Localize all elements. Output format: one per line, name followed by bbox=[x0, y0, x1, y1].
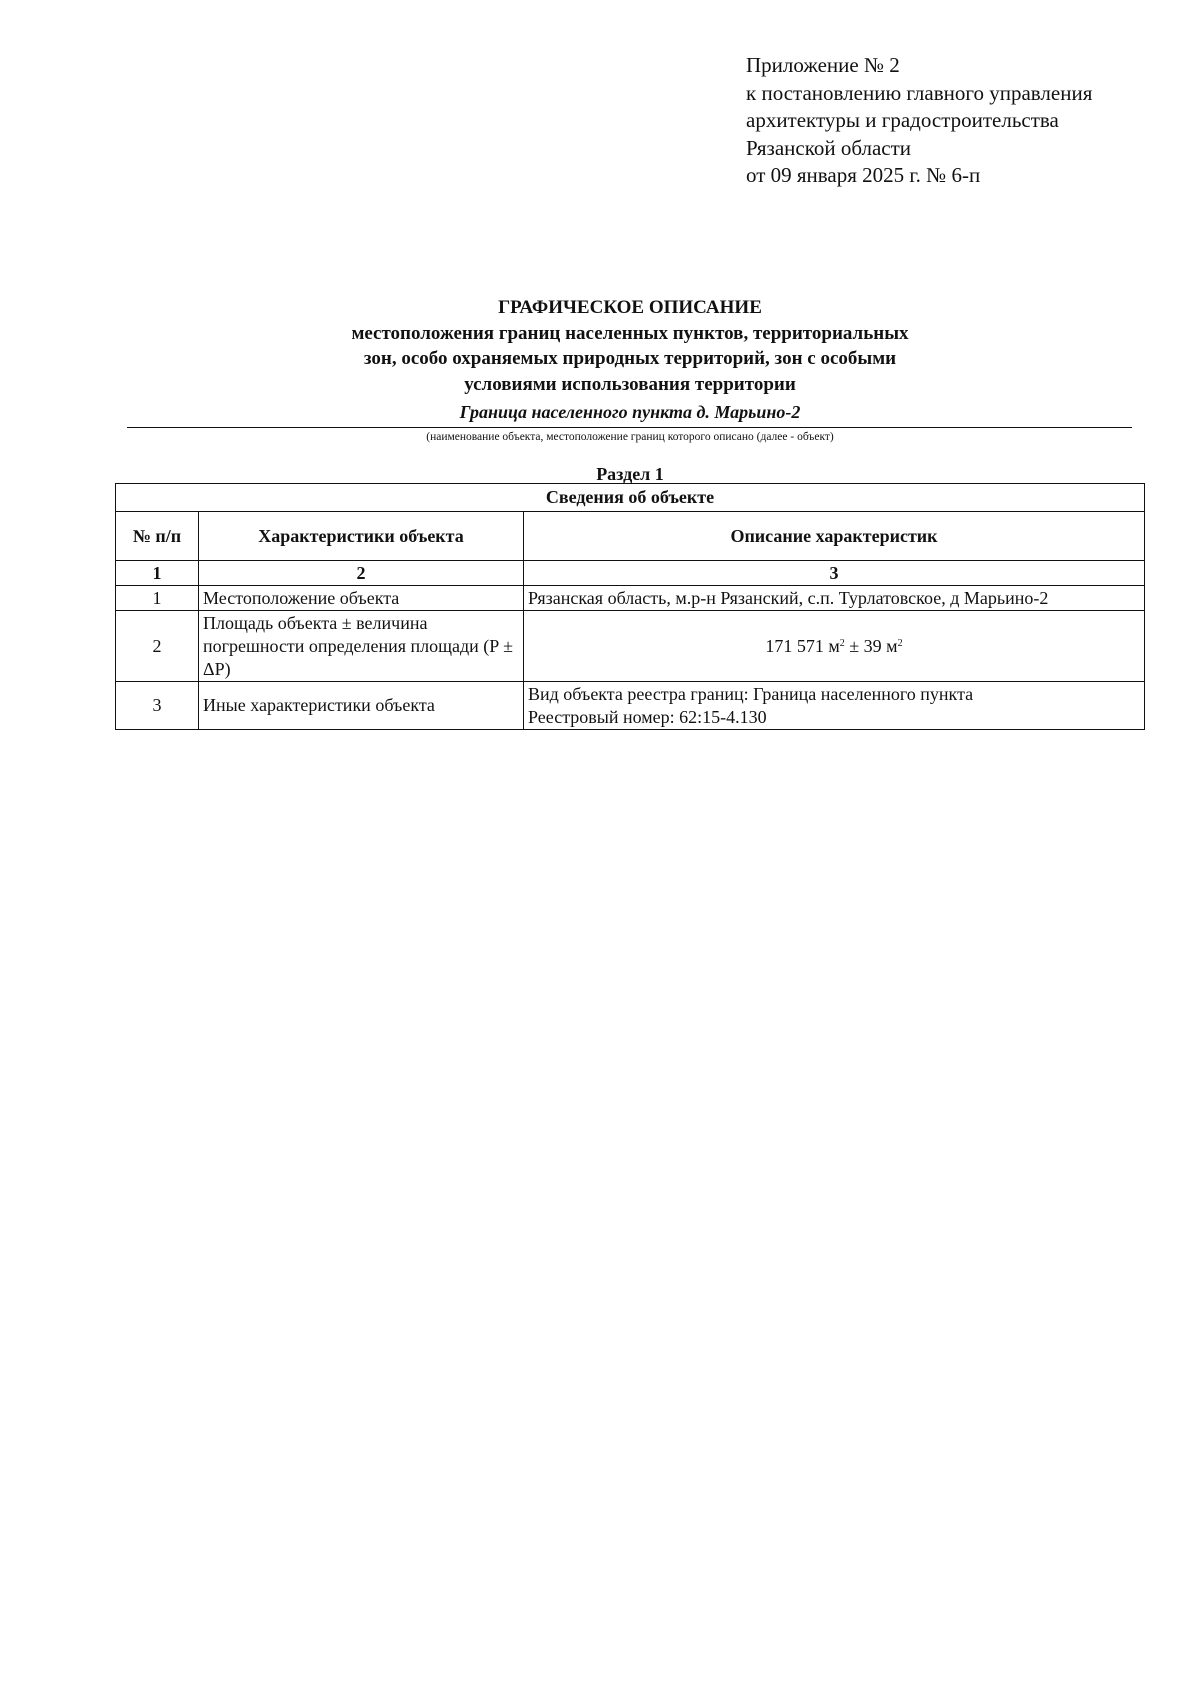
description-line: Вид объекта реестра границ: Граница населенного пункта bbox=[528, 683, 974, 704]
area-unit-sup: 2 bbox=[897, 637, 903, 649]
row-number: 2 bbox=[116, 611, 199, 682]
row-characteristic: Местоположение объекта bbox=[199, 586, 524, 611]
row-characteristic: Иные характеристики объекта bbox=[199, 682, 524, 730]
row-number: 3 bbox=[116, 682, 199, 730]
appendix-line: от 09 января 2025 г. № 6-п bbox=[746, 163, 981, 187]
subject-note: (наименование объекта, местоположение границ которого описано (далее - объект) bbox=[426, 431, 834, 443]
title-line: условиями использования территории bbox=[464, 373, 796, 395]
appendix-line: к постановлению главного управления bbox=[746, 80, 1093, 105]
appendix-line: Приложение № 2 bbox=[746, 53, 900, 77]
column-header-description: Описание характеристик bbox=[524, 512, 1145, 561]
object-info-table bbox=[115, 483, 1145, 730]
subject-underline bbox=[127, 427, 1132, 428]
appendix-header bbox=[746, 52, 1092, 190]
column-header-characteristic: Характеристики объекта bbox=[199, 512, 524, 561]
document-title bbox=[130, 295, 1130, 397]
row-description bbox=[524, 611, 1145, 682]
area-unit-sup: 2 bbox=[839, 637, 845, 649]
row-characteristic: Площадь объекта ± величина погрешности определения площади (P ± ΔP) bbox=[199, 611, 524, 682]
section-title: Раздел 1 bbox=[596, 464, 664, 484]
title-line: местоположения границ населенных пунктов, территориальных bbox=[351, 322, 909, 344]
table-row bbox=[116, 682, 1145, 730]
column-number: 1 bbox=[116, 561, 199, 586]
area-value: 171 571 м bbox=[765, 635, 840, 656]
row-description bbox=[524, 682, 1145, 730]
row-description bbox=[524, 586, 1145, 611]
appendix-line: Рязанской области bbox=[746, 135, 912, 160]
description-line: Рязанская область, м.р-н Рязанский, с.п. Турлатовское, д Марьино-2 bbox=[528, 587, 1049, 608]
area-error: ± 39 м bbox=[844, 635, 898, 656]
title-heading: ГРАФИЧЕСКОЕ ОПИСАНИЕ bbox=[498, 297, 762, 318]
column-number: 3 bbox=[524, 561, 1145, 586]
table-row bbox=[116, 611, 1145, 682]
column-number: 2 bbox=[199, 561, 524, 586]
table-row bbox=[116, 586, 1145, 611]
description-line: Реестровый номер: 62:15-4.130 bbox=[528, 706, 767, 727]
row-number: 1 bbox=[116, 586, 199, 611]
table-caption: Сведения об объекте bbox=[116, 484, 1145, 512]
appendix-line: архитектуры и градостроительства bbox=[746, 108, 1059, 132]
subject-name: Граница населенного пункта д. Марьино-2 bbox=[459, 402, 801, 422]
column-header-number: № п/п bbox=[116, 512, 199, 561]
title-line: зон, особо охраняемых природных территорий, зон с особыми bbox=[363, 348, 897, 369]
